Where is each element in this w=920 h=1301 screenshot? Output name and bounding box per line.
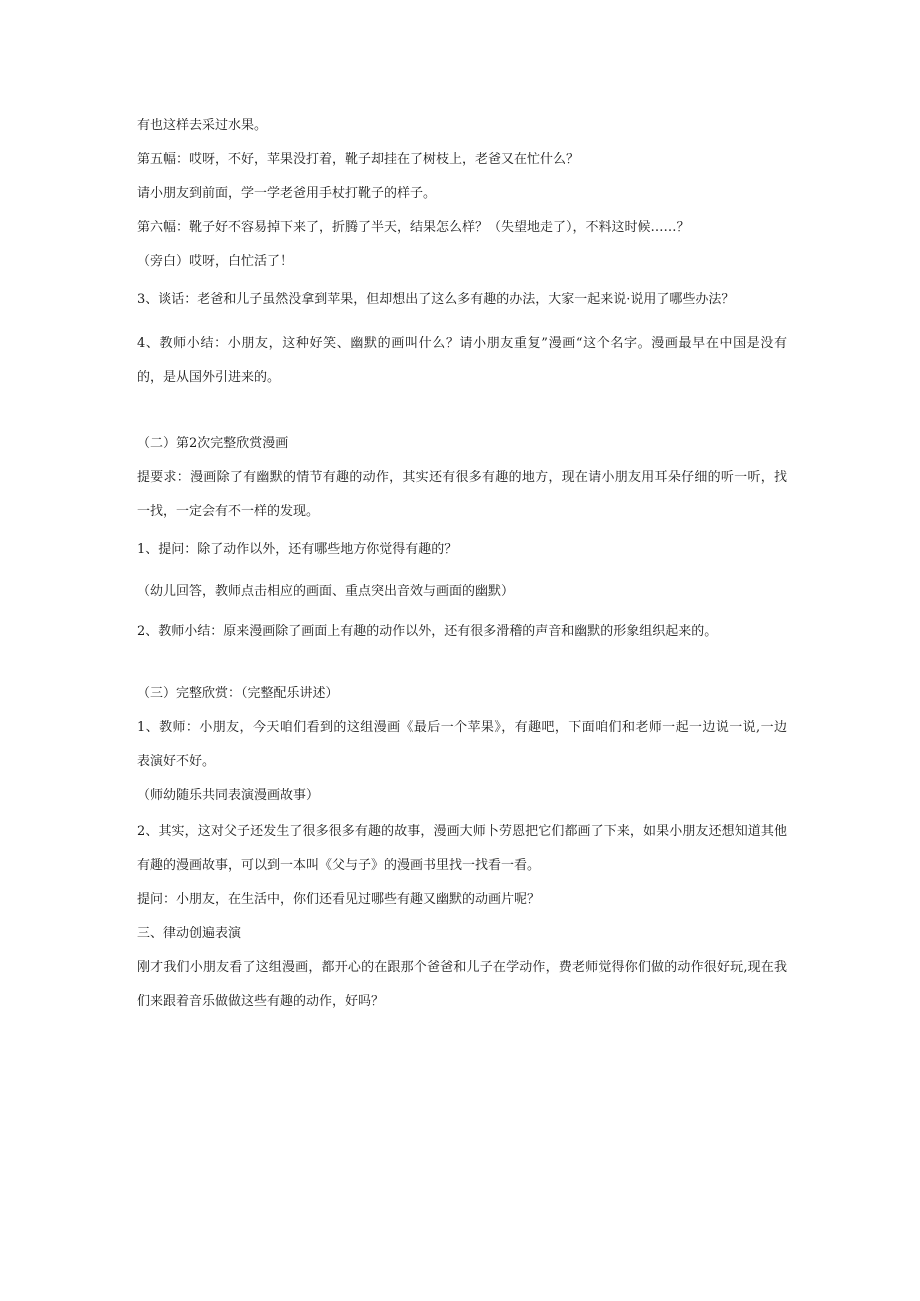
text-line: 请小朋友到前面，学一学老爸用手杖打靴子的样子。 <box>137 186 437 201</box>
section-heading: （三）完整欣赏：（完整配乐讲述） <box>137 686 339 701</box>
text-line: 提问：小朋友，在生活中，你们还看见过哪些有趣又幽默的动画片呢？ <box>137 892 541 907</box>
text-line: 的，是从国外引进来的。 <box>137 370 281 385</box>
text-line: 有也这样去采过水果。 <box>137 118 268 133</box>
text-line: 2、其实，这对父子还发生了很多很多有趣的故事，漫画大师卜劳恩把它们都画了下来，如果小朋友还想知道其他 <box>137 824 787 839</box>
text-line: （师幼随乐共同表演漫画故事） <box>137 788 320 803</box>
text-line: 一找，一定会有不一样的发现。 <box>137 504 320 519</box>
text-line: 4、教师小结：小朋友，这种好笑、幽默的画叫什么？请小朋友重复”漫画“这个名字。漫画最早在中国是没有 <box>137 336 787 351</box>
text-line: 第六幅：靴子好不容易掉下来了，折腾了半天，结果怎么样？（失望地走了），不料这时候……？ <box>137 220 690 235</box>
section-heading: 三、律动创遍表演 <box>137 926 242 941</box>
text-line: 2、教师小结：原来漫画除了画面上有趣的动作以外，还有很多滑稽的声音和幽默的形象组织起来的。 <box>137 624 718 639</box>
text-line: （旁白）哎呀，白忙活了！ <box>137 254 294 269</box>
text-line: 们来跟着音乐做做这些有趣的动作，好吗？ <box>137 994 385 1009</box>
text-line: 1、教师：小朋友，今天咱们看到的这组漫画《最后一个苹果》，有趣吧，下面咱们和老师一起一边说一说,一边 <box>137 720 787 735</box>
text-line: 第五幅：哎呀，不好，苹果没打着，靴子却挂在了树枝上，老爸又在忙什么？ <box>137 152 580 167</box>
text-line: 刚才我们小朋友看了这组漫画，都开心的在跟那个爸爸和儿子在学动作，费老师觉得你们做的动作很好玩,现在我 <box>137 960 787 975</box>
section-heading: （二）第2次完整欣赏漫画 <box>137 436 289 451</box>
text-line: 3、谈话：老爸和儿子虽然没拿到苹果，但却想出了这么多有趣的办法，大家一起来说·说用了哪些办法？ <box>137 292 735 307</box>
text-line: 有趣的漫画故事，可以到一本叫《父与子》的漫画书里找一找看一看。 <box>137 858 541 873</box>
text-line: （幼儿回答，教师点击相应的画面、重点突出音效与画面的幽默） <box>137 584 515 599</box>
text-line: 表演好不好。 <box>137 754 216 769</box>
text-line: 提要求：漫画除了有幽默的情节有趣的动作，其实还有很多有趣的地方，现在请小朋友用耳朵仔细的听一听，找 <box>137 470 787 485</box>
text-line: 1、提问：除了动作以外，还有哪些地方你觉得有趣的？ <box>137 542 458 557</box>
